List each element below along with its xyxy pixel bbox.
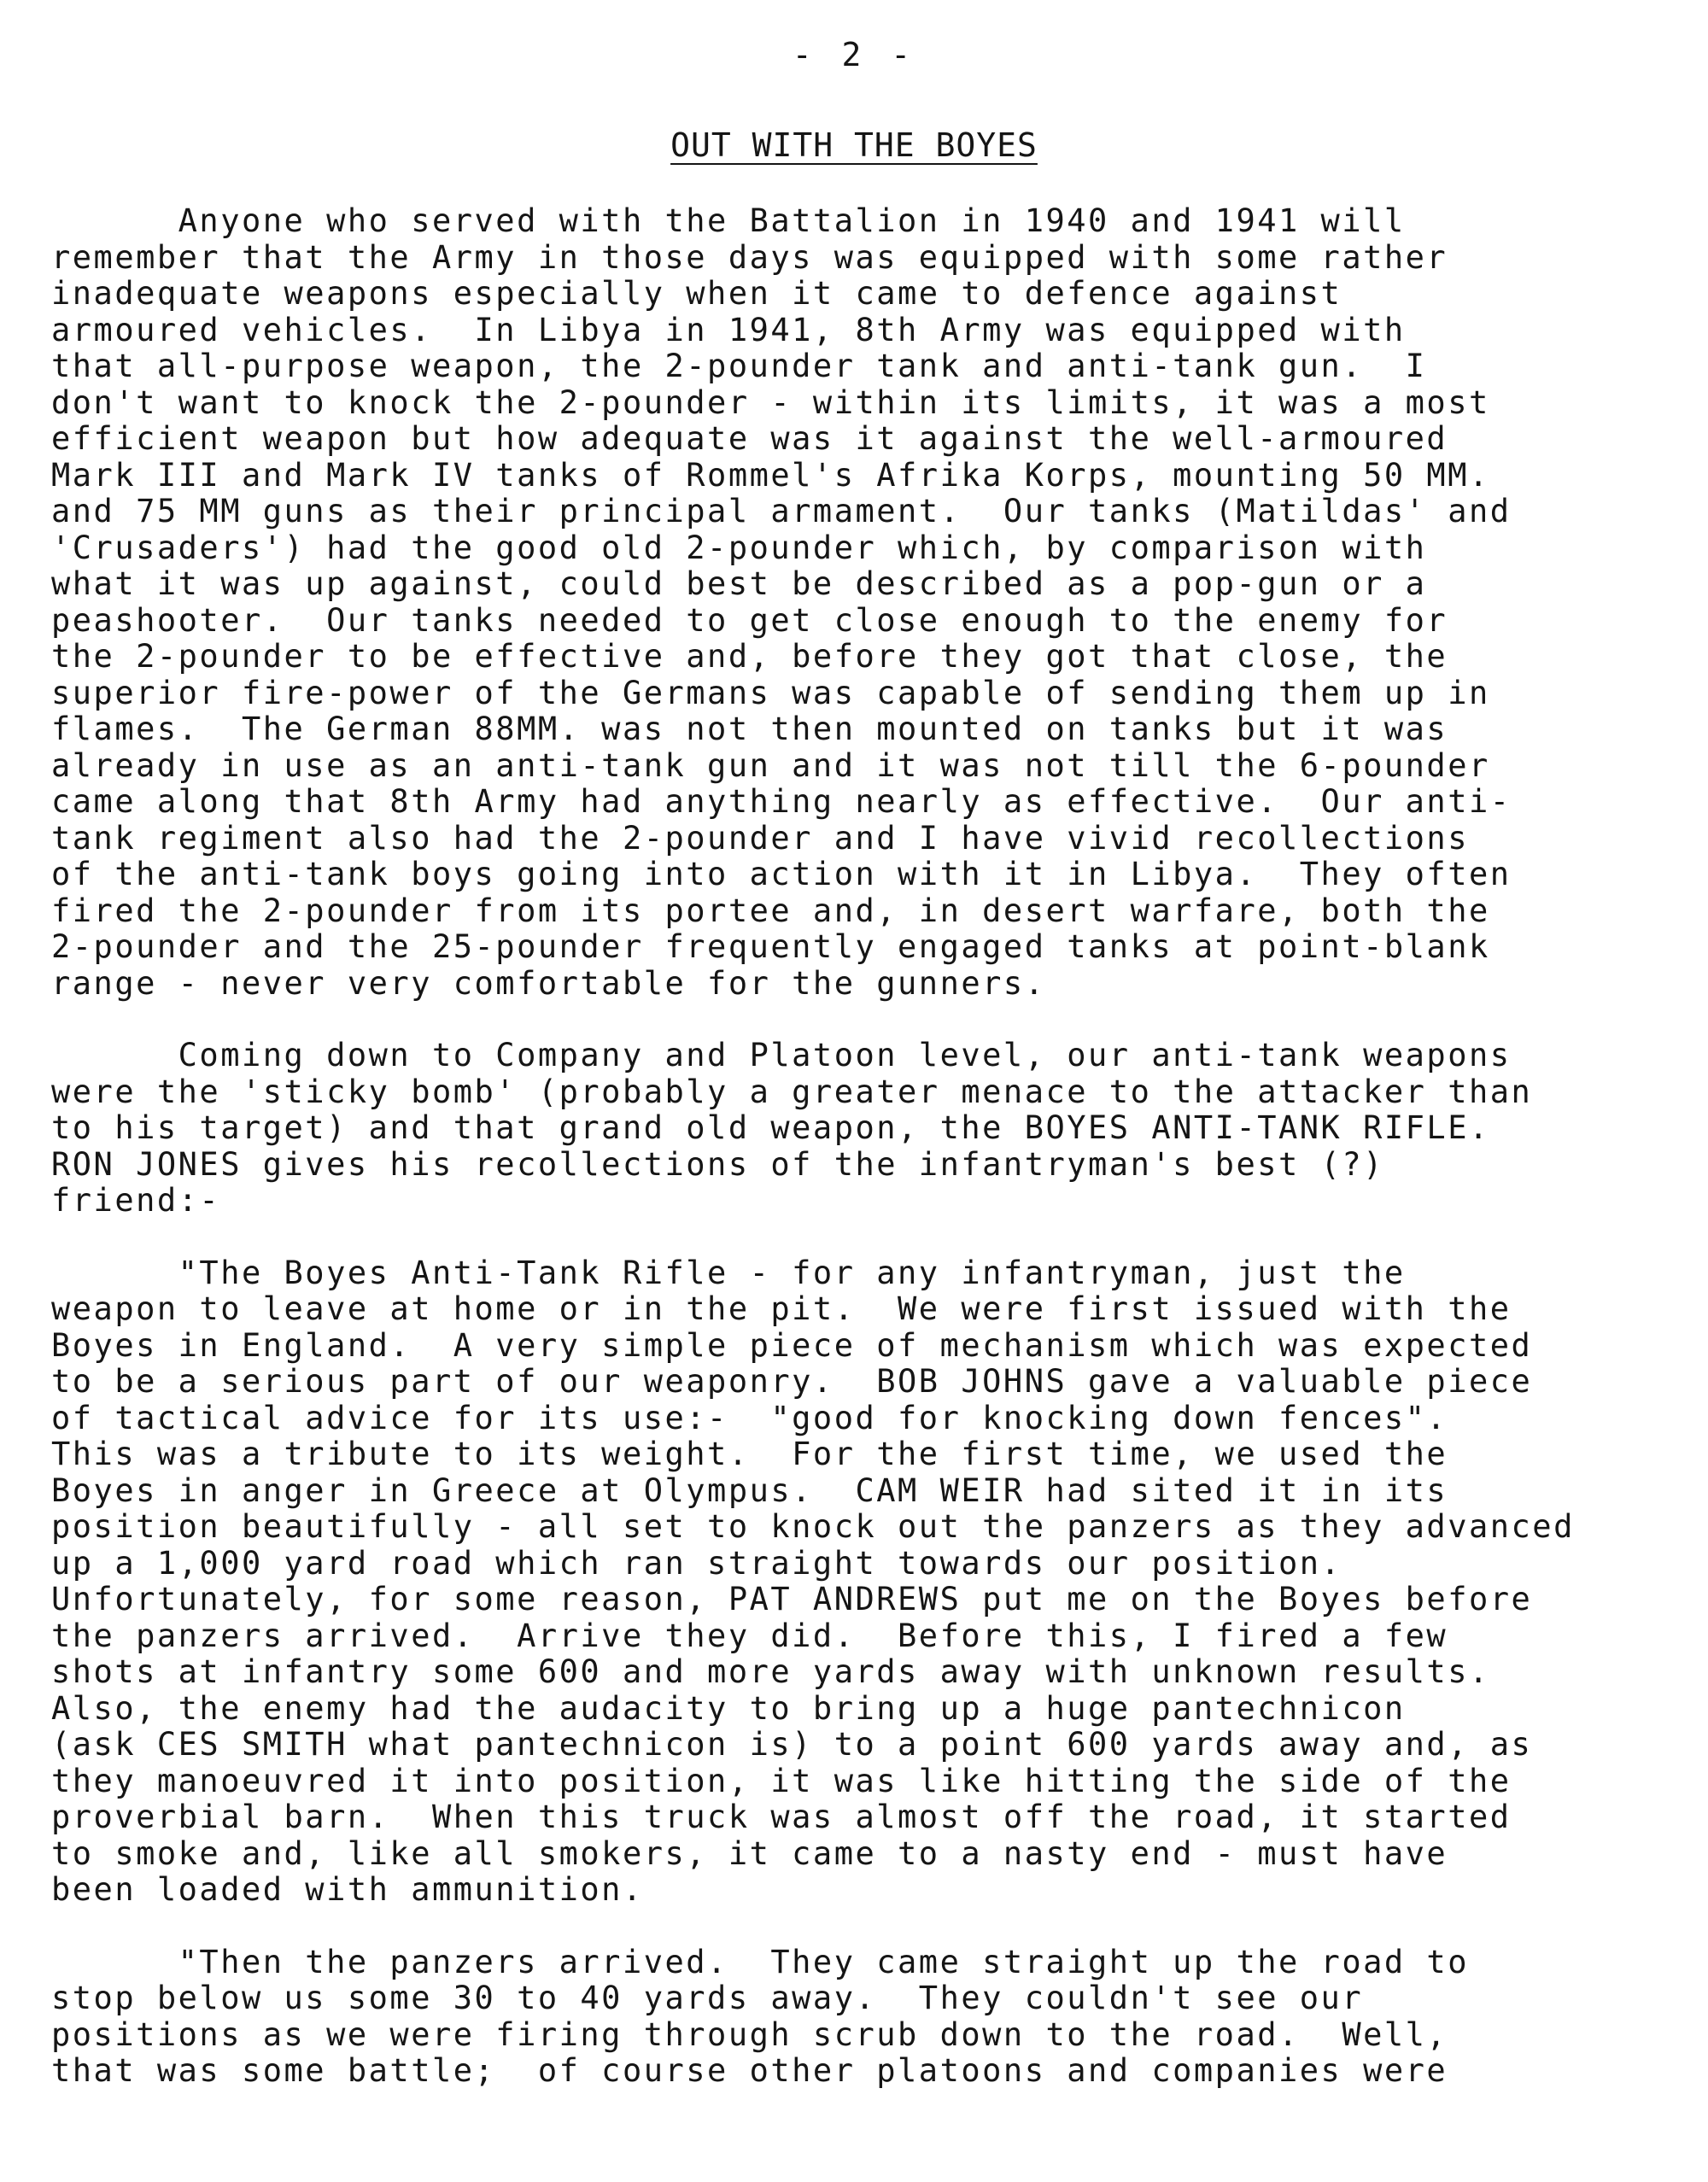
text-line: to his target) and that grand old weapon, the BOYES ANTI-TANK RIFLE. (51, 1109, 1490, 1146)
text-line: shots at infantry some 600 and more yards away with unknown results. (51, 1653, 1490, 1690)
text-line: "The Boyes Anti-Tank Rifle - for any infantryman, just the (51, 1254, 1406, 1291)
text-line: flames. The German 88MM. was not then mounted on tanks but it was (51, 711, 1448, 747)
text-line: the 2-pounder to be effective and, before they got that close, the (51, 638, 1448, 675)
paragraph (51, 1945, 1674, 2090)
paragraph (51, 1038, 1674, 1220)
text-line: proverbial barn. When this truck was almost off the road, it started (51, 1799, 1512, 1835)
text-line: "Then the panzers arrived. They came straight up the road to (51, 1943, 1469, 1980)
text-line: Mark III and Mark IV tanks of Rommel's Afrika Korps, mounting 50 MM. (51, 456, 1490, 494)
text-line: don't want to knock the 2-pounder - within its limits, it was a most (51, 383, 1490, 421)
text-line: that all-purpose weapon, the 2-pounder tank and anti-tank gun. I (51, 348, 1427, 384)
text-line: range - never very comfortable for the gunners. (51, 964, 1046, 1002)
text-line: to smoke and, like all smokers, it came to a nasty end - must have (51, 1834, 1448, 1872)
text-line: the panzers arrived. Arrive they did. Before this, I fired a few (51, 1617, 1448, 1654)
text-line: came along that 8th Army had anything nearly as effective. Our anti- (51, 783, 1512, 820)
text-line: position beautifully - all set to knock out the panzers as they advanced (51, 1508, 1575, 1545)
text-line: tank regiment also had the 2-pounder and I have vivid recollections (51, 819, 1469, 857)
text-line: 'Crusaders') had the good old 2-pounder which, by comparison with (51, 529, 1427, 566)
text-line: Boyes in anger in Greece at Olympus. CAM WEIR had sited it in its (51, 1471, 1448, 1509)
text-line: 2-pounder and the 25-pounder frequently engaged tanks at point-blank (51, 928, 1490, 965)
article-body (51, 203, 1674, 2090)
text-line: of tactical advice for its use:- "good for knocking down fences". (51, 1399, 1448, 1436)
paragraph (51, 1255, 1674, 1909)
text-line: were the 'sticky bomb' (probably a greater menace to the attacker than (51, 1073, 1533, 1110)
text-line: armoured vehicles. In Libya in 1941, 8th Army was equipped with (51, 311, 1406, 348)
text-line: friend:- (51, 1182, 221, 1219)
text-line: (ask CES SMITH what pantechnicon is) to a point 600 yards away and, as (51, 1726, 1533, 1763)
text-line: been loaded with ammunition. (51, 1871, 644, 1908)
text-line: efficient weapon but how adequate was it against the well-armoured (51, 420, 1448, 457)
text-line: positions as we were firing through scrub down to the road. Well, (51, 2015, 1448, 2053)
text-line: to be a serious part of our weaponry. BOB JOHNS gave a valuable piece (51, 1363, 1533, 1400)
text-line: and 75 MM guns as their principal armament. Our tanks (Matildas' and (51, 493, 1512, 529)
text-line: Boyes in England. A very simple piece of mechanism which was expected (51, 1326, 1533, 1364)
text-line: already in use as an anti-tank gun and it was not till the 6-pounder (51, 746, 1490, 784)
page-number: - 2 - (792, 36, 916, 73)
text-line: Also, the enemy had the audacity to bring up a huge pantechnicon (51, 1689, 1406, 1727)
text-line: of the anti-tank boys going into action with it in Libya. They often (51, 856, 1512, 892)
text-line: superior fire-power of the Germans was capable of sending them up in (51, 674, 1490, 711)
article-title (0, 126, 1708, 164)
text-line: fired the 2-pounder from its portee and, in desert warfare, both the (51, 892, 1490, 929)
text-line: inadequate weapons especially when it came to defence against (51, 275, 1342, 312)
text-line: peashooter. Our tanks needed to get close enough to the enemy for (51, 601, 1448, 639)
text-line: weapon to leave at home or in the pit. We were first issued with the (51, 1290, 1512, 1327)
text-line: up a 1,000 yard road which ran straight towards our position. (51, 1544, 1342, 1582)
article-title-text: OUT WITH THE BOYES (670, 126, 1038, 164)
text-line: Anyone who served with the Battalion in 1940 and 1941 will (51, 202, 1406, 239)
text-line: RON JONES gives his recollections of the infantryman's best (?) (51, 1145, 1384, 1183)
text-line: that was some battle; of course other platoons and companies were (51, 2052, 1448, 2089)
text-line: what it was up against, could best be described as a pop-gun or a (51, 565, 1427, 602)
text-line: remember that the Army in those days was equipped with some rather (51, 238, 1448, 276)
text-line: they manoeuvred it into position, it was like hitting the side of the (51, 1762, 1512, 1799)
paragraph (51, 203, 1674, 1002)
text-line: Coming down to Company and Platoon level, our anti-tank weapons (51, 1037, 1512, 1073)
text-line: stop below us some 30 to 40 yards away. They couldn't see our (51, 1980, 1364, 2016)
text-line: This was a tribute to its weight. For the first time, we used the (51, 1436, 1448, 1472)
text-line: Unfortunately, for some reason, PAT ANDREWS put me on the Boyes before (51, 1581, 1533, 1617)
